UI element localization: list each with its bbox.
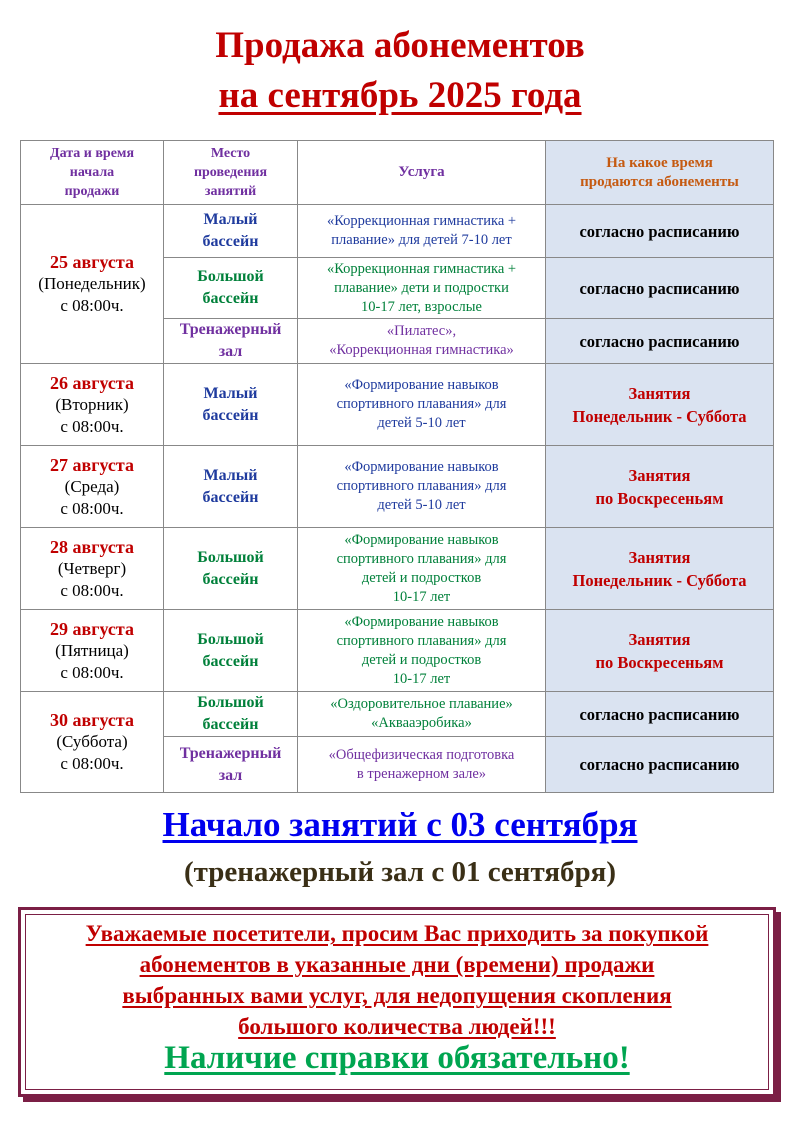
when-cell: [546, 692, 774, 737]
notice-line: выбранных вами услуг, для недопущения скопления: [122, 983, 672, 1008]
page-title: Продажа абонементов: [215, 25, 585, 66]
service-line: 10-17 лет: [392, 588, 451, 605]
schedule-body: [21, 205, 774, 793]
service-cell: [298, 446, 546, 528]
service-line: спортивного плавания» для: [336, 478, 507, 494]
place-cell: [164, 205, 298, 258]
sale-date: 26 августа: [50, 372, 134, 393]
service-line: плавание» для детей 7-10 лет: [331, 232, 512, 248]
place-line: Малый: [203, 466, 258, 484]
when-line: Занятия: [628, 465, 691, 485]
sale-time: с 08:00ч.: [60, 754, 124, 773]
place-line: бассейн: [202, 290, 259, 307]
sale-time: с 08:00ч.: [60, 498, 124, 518]
sale-weekday: (Пятница): [55, 640, 129, 660]
table-header-row: [21, 141, 774, 205]
when-line: согласно расписанию: [579, 755, 740, 774]
service-line: «Коррекционная гимнастика +: [326, 260, 517, 277]
service-line: в тренажерном зале»: [356, 765, 487, 782]
place-line: Большой: [197, 694, 264, 711]
date-cell: [21, 610, 164, 692]
service-cell: [298, 610, 546, 692]
gym-start-note: (тренажерный зал с 01 сентября): [183, 856, 617, 888]
table-row: [21, 610, 774, 692]
header-date-line: начала: [69, 165, 115, 180]
when-line: Занятия: [628, 629, 691, 649]
service-line: «Формирование навыков: [344, 459, 499, 475]
table-row: [21, 446, 774, 528]
service-line: спортивного плавания» для: [336, 396, 507, 412]
header-place-line: Место: [210, 146, 251, 161]
service-line: «Формирование навыков: [344, 613, 499, 630]
notice-line: абонементов в указанные дни (времени) продажи: [139, 952, 655, 977]
sale-weekday: (Понедельник): [38, 274, 146, 293]
place-cell: [164, 319, 298, 364]
place-line: бассейн: [202, 488, 259, 506]
sale-weekday: (Среда): [64, 476, 120, 496]
sale-weekday: (Четверг): [57, 558, 127, 578]
service-cell: [298, 692, 546, 737]
place-line: Большой: [197, 630, 264, 648]
place-cell: [164, 446, 298, 528]
requirement-text: Наличие справки обязательно!: [164, 1040, 630, 1076]
service-line: спортивного плавания» для: [336, 632, 507, 649]
sale-time: с 08:00ч.: [60, 662, 124, 682]
header-when-line: На какое время: [606, 154, 713, 171]
subtitle-text: на сентябрь 2025 года: [218, 75, 582, 116]
when-cell: [546, 364, 774, 446]
header-date-line: Дата и время: [49, 146, 135, 161]
place-line: бассейн: [202, 716, 259, 733]
date-cell: [21, 692, 164, 793]
table-row: [21, 692, 774, 737]
sale-date: 25 августа: [50, 252, 134, 272]
date-cell: [21, 528, 164, 610]
when-line: согласно расписанию: [579, 704, 740, 724]
header-date: [21, 141, 164, 205]
place-cell: [164, 692, 298, 737]
table-row: [21, 364, 774, 446]
notice-line: большого количества людей!!!: [238, 1014, 556, 1039]
when-cell: [546, 737, 774, 793]
place-line: бассейн: [202, 652, 259, 670]
sale-time: с 08:00ч.: [60, 296, 124, 315]
place-line: Большой: [197, 548, 264, 566]
header-place-line: занятий: [204, 184, 257, 199]
service-line: 10-17 лет, взрослые: [361, 298, 482, 315]
when-line: согласно расписанию: [579, 331, 740, 351]
service-line: «Общефизическая подготовка: [328, 746, 515, 763]
service-line: плавание» дети и подростки: [334, 279, 509, 296]
sale-date: 28 августа: [50, 536, 134, 557]
when-line: Понедельник - Суббота: [572, 570, 747, 590]
sale-time: с 08:00ч.: [60, 416, 124, 436]
service-cell: [298, 258, 546, 319]
place-cell: [164, 258, 298, 319]
when-line: Занятия: [628, 547, 691, 567]
service-cell: [298, 319, 546, 364]
place-cell: [164, 610, 298, 692]
place-line: зал: [218, 343, 243, 360]
place-line: бассейн: [202, 406, 259, 424]
header-when: [546, 141, 774, 205]
certificate-requirement: [21, 1036, 773, 1080]
classes-start: [0, 800, 800, 850]
notice-box: [18, 907, 776, 1097]
service-line: «Формирование навыков: [344, 531, 499, 548]
service-line: «Коррекционная гимнастика +: [326, 213, 517, 229]
when-line: Занятия: [628, 383, 691, 403]
sale-weekday: (Суббота): [56, 732, 128, 751]
place-line: бассейн: [202, 233, 259, 250]
place-line: зал: [218, 766, 243, 784]
service-line: «Формирование навыков: [344, 377, 499, 393]
sale-time: с 08:00ч.: [60, 580, 124, 600]
classes-start-text: Начало занятий с 03 сентября: [162, 805, 638, 844]
when-line: по Воскресеньям: [595, 488, 724, 508]
table-row: [21, 205, 774, 258]
when-line: Понедельник - Суббота: [572, 406, 747, 426]
sale-weekday: (Вторник): [55, 394, 129, 414]
service-cell: [298, 737, 546, 793]
service-cell: [298, 364, 546, 446]
service-line: «Аквааэробика»: [371, 715, 472, 731]
when-cell: [546, 205, 774, 258]
place-line: бассейн: [202, 570, 259, 588]
service-cell: [298, 205, 546, 258]
when-cell: [546, 319, 774, 364]
sale-date: 30 августа: [50, 710, 134, 730]
place-cell: [164, 364, 298, 446]
place-cell: [164, 737, 298, 793]
date-cell: [21, 446, 164, 528]
when-cell: [546, 528, 774, 610]
service-line: детей 5-10 лет: [377, 415, 466, 431]
header-place-line: проведения: [193, 165, 268, 180]
when-cell: [546, 446, 774, 528]
place-line: Малый: [203, 211, 258, 228]
service-line: детей и подростков: [361, 651, 482, 668]
service-line: «Коррекционная гимнастика»: [329, 342, 514, 358]
service-line: детей 5-10 лет: [377, 497, 466, 513]
service-line: 10-17 лет: [392, 670, 451, 687]
notice-line: Уважаемые посетители, просим Вас приходить за покупкой: [85, 921, 709, 946]
notice-message: [21, 918, 773, 1042]
service-line: «Пилатес»,: [386, 323, 457, 339]
header-when-line: продаются абонементы: [580, 173, 739, 190]
service-line: детей и подростков: [361, 569, 482, 586]
place-line: Малый: [203, 384, 258, 402]
when-cell: [546, 258, 774, 319]
header-service: Услуга: [298, 141, 546, 205]
date-cell: [21, 205, 164, 364]
place-line: Большой: [197, 268, 264, 285]
sale-date: 27 августа: [50, 454, 134, 475]
place-line: Тренажерный: [179, 321, 282, 338]
when-line: согласно расписанию: [579, 278, 740, 298]
place-line: Тренажерный: [179, 744, 282, 762]
header-place: [164, 141, 298, 205]
when-line: согласно расписанию: [579, 221, 740, 241]
when-cell: [546, 610, 774, 692]
when-line: по Воскресеньям: [595, 652, 724, 672]
table-row: [21, 528, 774, 610]
date-cell: [21, 364, 164, 446]
service-line: «Оздоровительное плавание»: [330, 696, 513, 712]
service-cell: [298, 528, 546, 610]
place-cell: [164, 528, 298, 610]
header-date-line: продажи: [64, 184, 120, 199]
page-subtitle: [0, 72, 800, 120]
service-line: спортивного плавания» для: [336, 550, 507, 567]
sale-date: 29 августа: [50, 618, 134, 639]
schedule-table: [20, 140, 774, 793]
